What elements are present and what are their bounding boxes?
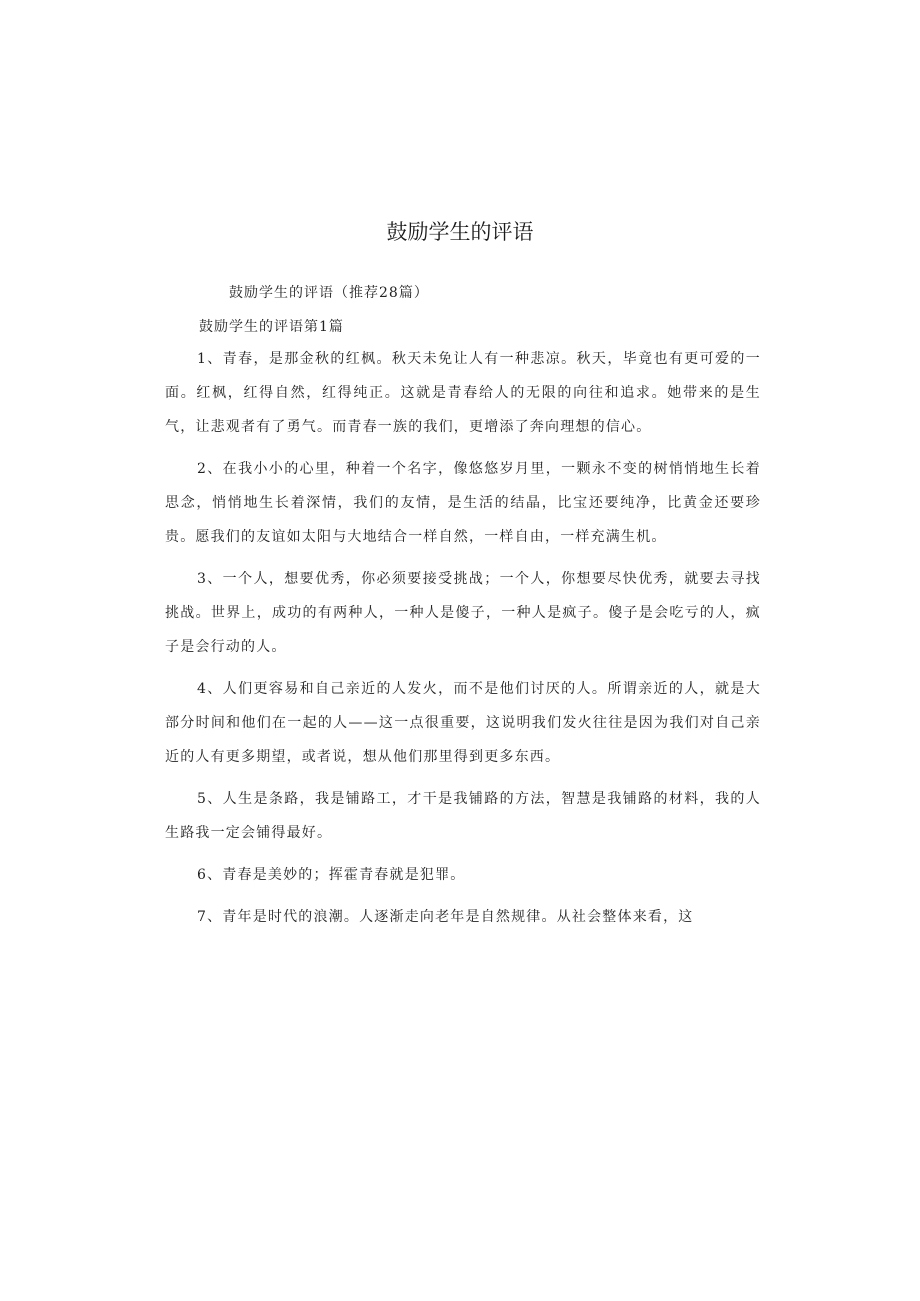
paragraph-1: 1、青春，是那金秋的红枫。秋天未免让人有一种悲凉。秋天，毕竟也有更可爱的一面。红枫，红得自然，红得纯正。这就是青春给人的无限的向往和追求。她带来的是生气，让悲观者有了勇气。而青春一族的我们，更增添了奔向理想的信心。	[165, 351, 761, 435]
paragraph-4: 4、人们更容易和自己亲近的人发火，而不是他们讨厌的人。所谓亲近的人，就是大部分时间和他们在一起的人——这一点很重要，这说明我们发火往往是因为我们对自己亲近的人有更多期望，或者说，想从他们那里得到更多东西。	[165, 681, 761, 765]
paragraph-6: 6、青春是美妙的；挥霍青春就是犯罪。	[197, 867, 466, 883]
document-subtitle: 鼓励学生的评语（推荐28篇）	[229, 285, 429, 301]
paragraph-3: 3、一个人，想要优秀，你必须要接受挑战；一个人，你想要尽快优秀，就要去寻找挑战。世界上，成功的有两种人，一种人是傻子，一种人是疯子。傻子是会吃亏的人，疯子是会行动的人。	[165, 571, 761, 655]
section-heading: 鼓励学生的评语第1篇	[199, 319, 344, 335]
document-title: 鼓励学生的评语	[386, 220, 534, 244]
paragraph-2: 2、在我小小的心里，种着一个名字，像悠悠岁月里，一颗永不变的树悄悄地生长着思念，悄悄地生长着深情，我们的友情，是生活的结晶，比宝还要纯净，比黄金还要珍贵。愿我们的友谊如太阳与大地结合一样自然，一样自由，一样充满生机。	[165, 461, 761, 545]
paragraph-7: 7、青年是时代的浪潮。人逐渐走向老年是自然规律。从社会整体来看，这	[197, 909, 694, 925]
paragraph-5: 5、人生是条路，我是铺路工，才干是我铺路的方法，智慧是我铺路的材料，我的人生路我一定会铺得最好。	[165, 791, 761, 841]
document-body	[165, 280, 761, 934]
